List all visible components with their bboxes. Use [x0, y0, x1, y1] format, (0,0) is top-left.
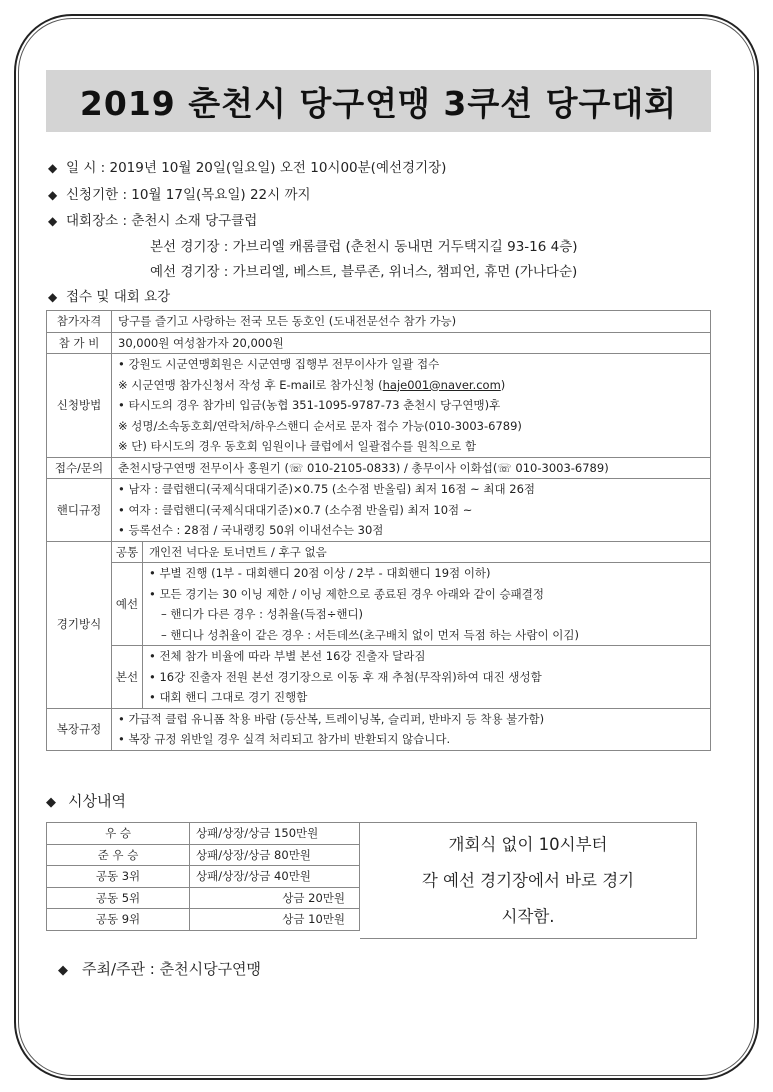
diamond-bullet-icon: ◆	[46, 795, 56, 810]
sublabel-final: 본선	[112, 646, 143, 709]
award-rank: 공동 9위	[47, 909, 190, 931]
award-rank: 공동 5위	[47, 887, 190, 909]
award-prize: 상금 20만원	[190, 887, 360, 909]
info-venue: ◆ 대회장소 : 춘천시 소재 당구클럽	[48, 213, 258, 229]
section-heading: ◆ 접수 및 대회 요강	[48, 289, 171, 305]
diamond-bullet-icon: ◆	[48, 188, 58, 202]
eligibility-text: 당구를 즐기고 사랑하는 전국 모든 동호인 (도내전문선수 참가 가능)	[112, 311, 711, 333]
title-banner	[46, 70, 711, 132]
table-row	[47, 563, 711, 646]
table-row	[47, 354, 711, 458]
table-row	[47, 823, 360, 845]
apply-text: • 강원도 시군연맹회원은 시군연맹 집행부 전무이사가 일괄 접수 ※ 시군연맹 참가신청서 작성 후 E-mail로 참가신청 (haje001@naver.com) • 타시도의 경우 참가비 입금(농협 351-1095-9787-73 춘천시 당구연맹)후 ※ 성명/소속동호회/연락처/하우스핸디 순서로 문자 접수 가능(010-3003-6789) ※ 단) 타시도의 경우 동호회 임원이나 클럽에서 일괄접수를 원칙으로 함	[112, 354, 711, 458]
table-row	[47, 866, 360, 888]
row-label-format: 경기방식	[47, 541, 112, 708]
awards-heading: ◆ 시상내역	[46, 792, 126, 810]
diamond-bullet-icon: ◆	[48, 214, 58, 228]
table-row	[47, 311, 711, 333]
table-row	[47, 708, 711, 750]
award-rank: 공동 3위	[47, 866, 190, 888]
fee-text: 30,000원 여성참가자 20,000원	[112, 332, 711, 354]
award-prize: 상패/상장/상금 80만원	[190, 844, 360, 866]
diamond-bullet-icon: ◆	[48, 290, 58, 304]
award-rank: 우 승	[47, 823, 190, 845]
sublabel-common: 공통	[112, 541, 143, 563]
table-row	[47, 457, 711, 479]
info-venue-prelim: 예선 경기장 : 가브리엘, 베스트, 블루존, 위너스, 챔피언, 휴먼 (가나다순)	[150, 264, 578, 280]
row-label-apply: 신청방법	[47, 354, 112, 458]
host-organizer: ◆ 주최/주관 : 춘천시당구연맹	[58, 960, 262, 978]
table-row	[47, 887, 360, 909]
common-text: 개인전 넉다운 토너먼트 / 후구 없음	[143, 541, 711, 563]
dress-text: • 가급적 클럽 유니폼 착용 바람 (등산복, 트레이닝복, 슬리퍼, 반바지 등 착용 불가함) • 복장 규정 위반일 경우 실격 처리되고 참가비 반환되지 않습니다.	[112, 708, 711, 750]
handicap-text: • 남자 : 클럽핸디(국제식대대기준)×0.75 (소수점 반올림) 최저 16점 ~ 최대 26점 • 여자 : 클럽핸디(국제식대대기준)×0.7 (소수점 반올림) 최저 10점 ~ • 등록선수 : 28점 / 국내랭킹 50위 이내선수는 30점	[112, 479, 711, 542]
final-text: • 전체 참가 비율에 따라 부별 본선 16강 진출자 달라짐 • 16강 진출자 전원 본선 경기장으로 이동 후 재 추첨(무작위)하여 대진 생성함 • 대회 핸디 그대로 경기 진행함	[143, 646, 711, 709]
row-label-contact: 접수/문의	[47, 457, 112, 479]
row-label-fee: 참 가 비	[47, 332, 112, 354]
rules-table	[46, 310, 711, 751]
table-row	[47, 541, 711, 563]
notice-line: 시작함.	[501, 906, 555, 926]
row-label-eligibility: 참가자격	[47, 311, 112, 333]
info-date: ◆ 일 시 : 2019년 10월 20일(일요일) 오전 10시00분(예선경기장)	[48, 160, 447, 176]
award-prize: 상패/상장/상금 40만원	[190, 866, 360, 888]
award-rank: 준 우 승	[47, 844, 190, 866]
awards-table	[46, 822, 360, 931]
table-row	[47, 332, 711, 354]
notice-line: 개회식 없이 10시부터	[448, 834, 608, 854]
prelim-text: • 부별 진행 (1부 - 대회핸디 20점 이상 / 2부 - 대회핸디 19점 이하) • 모든 경기는 30 이닝 제한 / 이닝 제한으로 종료된 경우 아래와 같이 승패결정 – 핸디가 다른 경우 : 성취율(득점÷핸디) – 핸디나 성취율이 같은 경우 : 서든데쓰(초구배치 없이 먼저 득점 하는 사람이 이김)	[143, 563, 711, 646]
info-deadline: ◆ 신청기한 : 10월 17일(목요일) 22시 까지	[48, 187, 311, 203]
award-prize: 상패/상장/상금 150만원	[190, 823, 360, 845]
page-title: 2019 춘천시 당구연맹 3쿠션 당구대회	[79, 83, 678, 123]
row-label-handicap: 핸디규정	[47, 479, 112, 542]
table-row	[47, 479, 711, 542]
row-label-dress: 복장규정	[47, 708, 112, 750]
award-prize: 상금 10만원	[190, 909, 360, 931]
table-row	[47, 909, 360, 931]
table-row	[47, 646, 711, 709]
sublabel-prelim: 예선	[112, 563, 143, 646]
notice-box	[360, 822, 697, 939]
info-venue-main: 본선 경기장 : 가브리엘 캐롬클럽 (춘천시 동내면 거두택지길 93-16 4층)	[150, 239, 578, 255]
email-link[interactable]: haje001@naver.com	[382, 377, 501, 392]
diamond-bullet-icon: ◆	[58, 963, 68, 978]
contact-text: 춘천시당구연맹 전무이사 홍원기 (☏ 010-2105-0833) / 총무이사 이화섭(☏ 010-3003-6789)	[112, 457, 711, 479]
diamond-bullet-icon: ◆	[48, 161, 58, 175]
notice-line: 각 예선 경기장에서 바로 경기	[421, 870, 635, 890]
table-row	[47, 844, 360, 866]
